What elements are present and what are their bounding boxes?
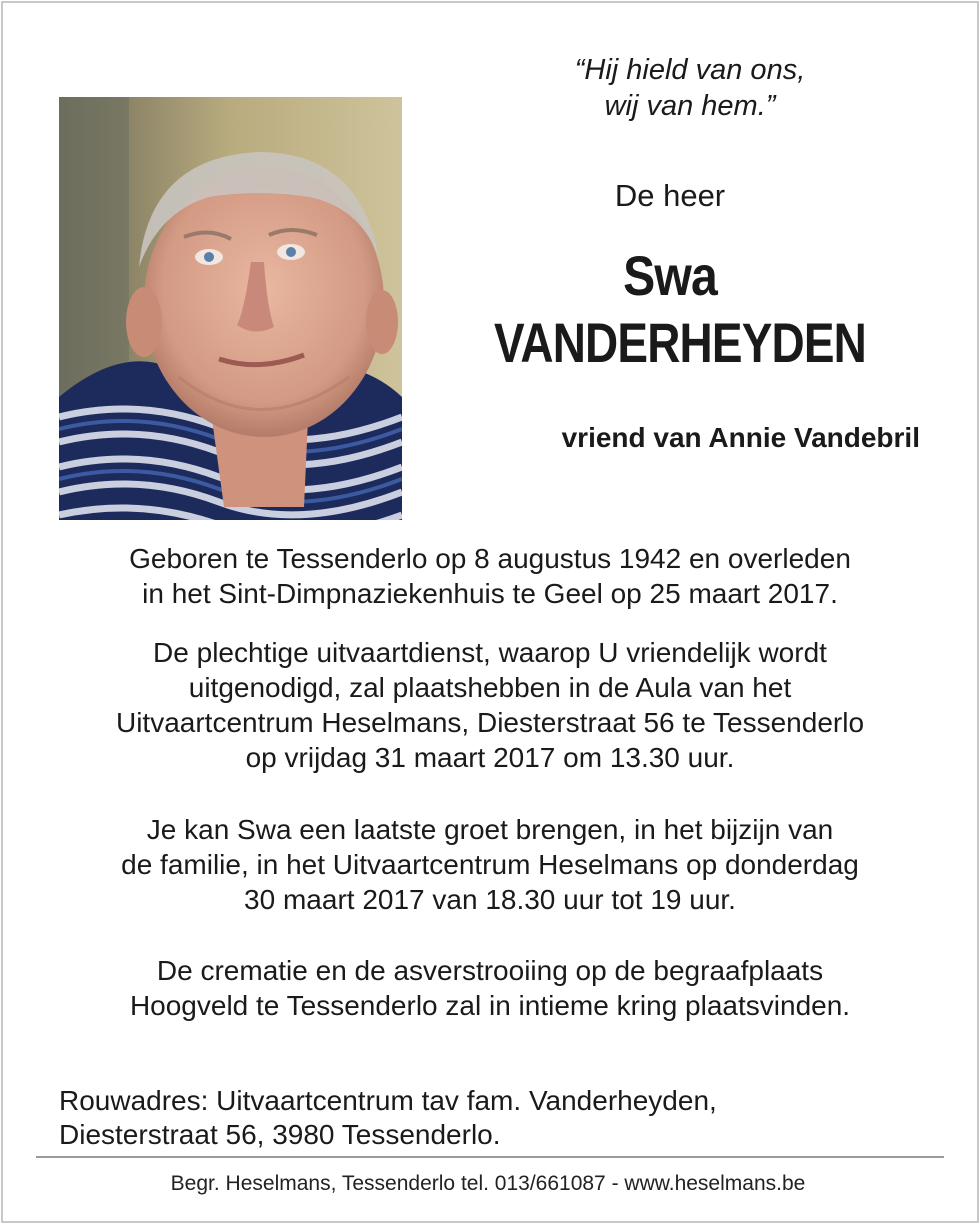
paragraph-line: 30 maart 2017 van 18.30 uur tot 19 uur. [244, 884, 736, 915]
ceremony-paragraph [40, 635, 940, 775]
paragraph-line: op vrijdag 31 maart 2017 om 13.30 uur. [245, 742, 735, 773]
paragraph-line: De plechtige uitvaartdienst, waarop U vriendelijk wordt [153, 637, 827, 668]
cremation-paragraph [40, 953, 940, 1023]
quote-line-2: wij van hem.” [604, 90, 776, 122]
mourning-address [59, 1084, 939, 1152]
last-name: VANDERHEYDEN [493, 311, 867, 374]
memorial-quote [470, 52, 910, 124]
relation-text: vriend van Annie Vandebril [561, 422, 920, 453]
paragraph-line: in het Sint-Dimpnaziekenhuis te Geel op 25 maart 2017. [142, 578, 838, 609]
paragraph-line: Uitvaartcentrum Heselmans, Diesterstraat 56 te Tessenderlo [115, 707, 865, 738]
address-line-2: Diesterstraat 56, 3980 Tessenderlo. [59, 1119, 501, 1150]
paragraph-line: De crematie en de asverstrooiing op de begraafplaats [156, 955, 824, 986]
first-name: Swa [623, 244, 717, 307]
honorific: De heer [614, 178, 726, 213]
portrait-icon [59, 97, 402, 520]
address-line-1: Rouwadres: Uitvaartcentrum tav fam. Vanderheyden, [59, 1085, 717, 1116]
farewell-paragraph [40, 812, 940, 917]
paragraph-line: uitgenodigd, zal plaatshebben in de Aula van het [188, 672, 792, 703]
birth-death-paragraph [40, 541, 940, 611]
paragraph-line: Hoogveld te Tessenderlo zal in intieme kring plaatsvinden. [129, 990, 851, 1021]
footer-divider [36, 1156, 944, 1158]
funeral-home-footer: Begr. Heselmans, Tessenderlo tel. 013/661087 - www.heselmans.be [170, 1172, 806, 1195]
portrait-photo [59, 97, 402, 520]
paragraph-line: Geboren te Tessenderlo op 8 augustus 1942 en overleden [129, 543, 851, 574]
paragraph-line: de familie, in het Uitvaartcentrum Heselmans op donderdag [121, 849, 859, 880]
quote-line-1: “Hij hield van ons, [574, 54, 806, 86]
paragraph-line: Je kan Swa een laatste groet brengen, in het bijzijn van [146, 814, 834, 845]
